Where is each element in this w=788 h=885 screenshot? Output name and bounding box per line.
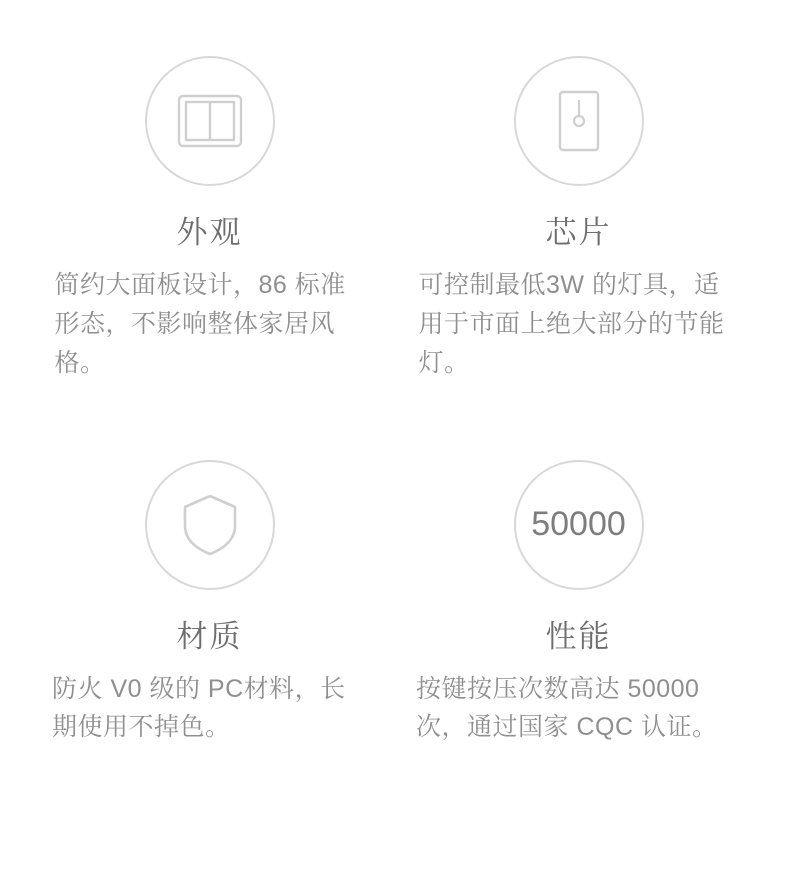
feature-description: 防火 V0 级的 PC材料，长期使用不掉色。 xyxy=(52,674,346,742)
feature-description: 按键按压次数高达 50000 次，通过国家 CQC 认证。 xyxy=(416,674,718,742)
feature-card-appearance xyxy=(40,56,379,442)
shield-icon xyxy=(145,460,275,590)
feature-title: 性能 xyxy=(545,618,612,654)
feature-description: 简约大面板设计，86 标准形态，不影响整体家居风格。 xyxy=(54,271,346,377)
feature-title: 芯片 xyxy=(545,215,612,250)
wall-switch-panel-icon xyxy=(145,56,275,186)
chip-module-icon xyxy=(514,56,644,186)
badge-value: 50000 xyxy=(531,505,626,543)
feature-title: 材质 xyxy=(176,618,243,654)
feature-description: 可控制最低3W 的灯具，适用于市面上绝大部分的节能灯。 xyxy=(418,271,725,377)
feature-card-material xyxy=(40,460,379,846)
feature-title: 外观 xyxy=(176,215,243,250)
number-badge-icon xyxy=(514,460,644,590)
feature-card-performance xyxy=(409,460,748,846)
feature-card-chip xyxy=(409,56,748,442)
